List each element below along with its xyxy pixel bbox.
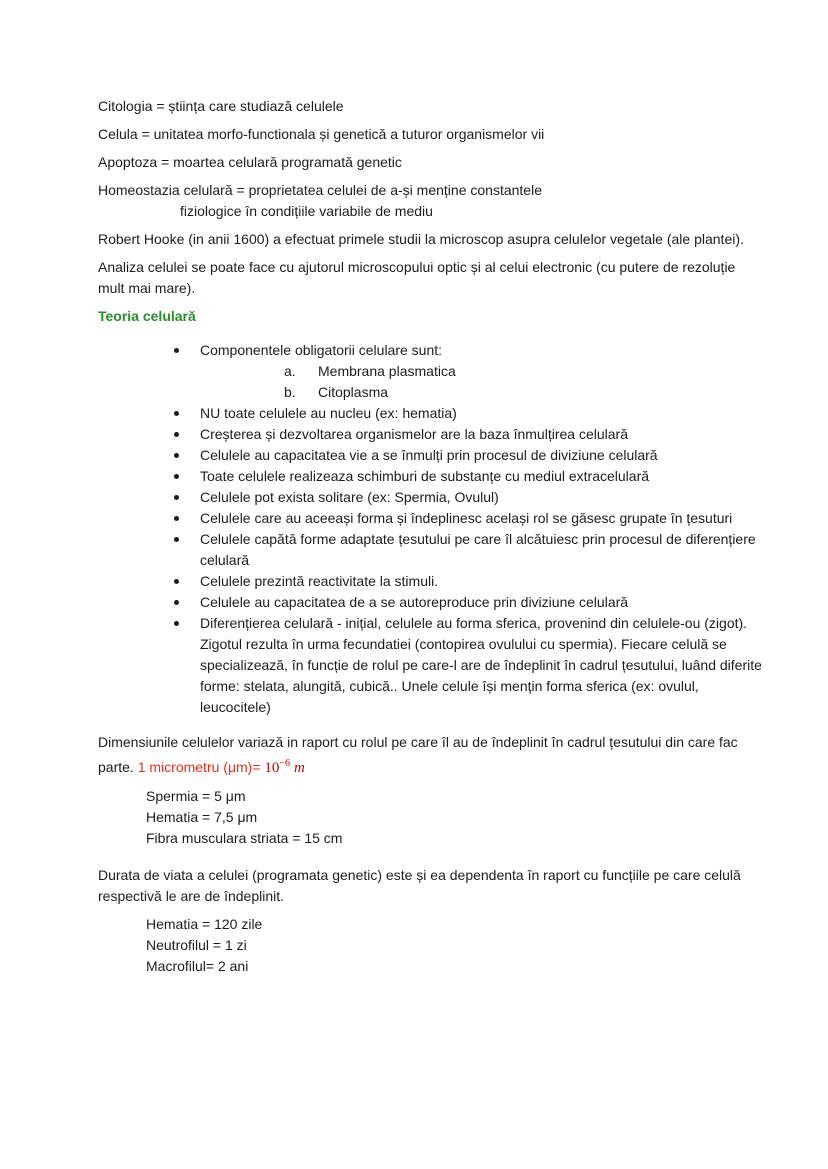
list-item: Diferențierea celulară - inițial, celulele au forma sferica, provenind din celulele-ou (zigot). Zigotul rezulta în urma fecundatiei (contopirea ovulului cu spermia). Fiecare celulă se specializează, în funcție de rolul pe care-l are de îndeplinit în cadrul țesutului, luând diferite forme: stelata, alungită, cubică.. Unele celule își mențin forma sferica (ex: ovulul, leucocitele) xyxy=(200,613,764,718)
sub-item-label: b. xyxy=(284,384,296,400)
list-item xyxy=(200,340,764,403)
definition-citologia: Citologia = știința care studiază celulele xyxy=(98,98,344,114)
formula-unit: m xyxy=(294,760,305,776)
homeostazia-line1: Homeostazia celulară = proprietatea celulei de a-și menține constantele xyxy=(98,182,542,198)
list-item: Celulele au capacitatea vie a se înmulți prin procesul de diviziune celulară xyxy=(200,445,764,466)
list-item: Celulele capătă forme adaptate țesutului pe care îl alcătuiesc prin procesul de diferențiere celulară xyxy=(200,529,764,571)
sub-list-item-a xyxy=(200,361,764,382)
sub-item-label: a. xyxy=(284,363,296,379)
list-item: NU toate celulele au nucleu (ex: hematia) xyxy=(200,403,764,424)
list-item: Creșterea și dezvoltarea organismelor are la baza înmulțirea celulară xyxy=(200,424,764,445)
sub-item-text: Citoplasma xyxy=(318,384,389,400)
homeostazia-line2: fiziologice în condițiile variabile de mediu xyxy=(180,203,433,219)
cell-theory-list xyxy=(98,340,764,718)
definition-homeostazia xyxy=(98,180,764,222)
lifespan-item-macrofilul: Macrofilul= 2 ani xyxy=(146,958,249,974)
lifespan-intro: Durata de viata a celulei (programata genetic) este și ea dependenta în raport cu funcțiile pe care celulă respectivă le are de îndeplinit. xyxy=(98,867,741,904)
formula-base: 10 xyxy=(264,760,280,776)
micrometer-note: 1 micrometru (μm)= xyxy=(137,759,261,775)
list-item: Celulele pot exista solitare (ex: Spermia, Ovulul) xyxy=(200,487,764,508)
list-item: Celulele prezintă reactivitate la stimuli. xyxy=(200,571,764,592)
dimensions-intro xyxy=(98,732,764,779)
dimension-item-spermia: Spermia = 5 μm xyxy=(146,788,246,804)
section-heading-teoria-celulara: Teoria celulară xyxy=(98,308,196,324)
lifespan-item-neutrofilul: Neutrofilul = 1 zi xyxy=(146,937,247,953)
cell-dimensions-section xyxy=(98,732,764,849)
list-item: Toate celulele realizeaza schimburi de substanțe cu mediul extracelulară xyxy=(200,466,764,487)
definition-celula: Celula = unitatea morfo-functionala și genetică a tuturor organismelor vii xyxy=(98,126,545,142)
dimension-item-fibra: Fibra musculara striata = 15 cm xyxy=(146,830,343,846)
list-item-text: Componentele obligatorii celulare sunt: xyxy=(200,342,443,358)
list-item: Celulele au capacitatea de a se autoreproduce prin diviziune celulară xyxy=(200,592,764,613)
lifespan-item-hematia: Hematia = 120 zile xyxy=(146,916,263,932)
dimension-item-hematia: Hematia = 7,5 μm xyxy=(146,809,258,825)
definition-apoptoza: Apoptoza = moartea celulară programată genetic xyxy=(98,154,402,170)
sub-list-item-b xyxy=(200,382,764,403)
cell-lifespan-section xyxy=(98,865,764,977)
micrometer-formula xyxy=(264,760,304,776)
formula-exponent: −6 xyxy=(279,758,291,769)
list-item: Celulele care au aceeași forma și îndeplinesc același rol se găsesc grupate în țesuturi xyxy=(200,508,764,529)
paragraph-analiza-celulei: Analiza celulei se poate face cu ajutorul microscopului optic și al celui electronic (cu putere de rezoluție mult mai mare). xyxy=(98,259,736,296)
sub-item-text: Membrana plasmatica xyxy=(318,363,456,379)
paragraph-robert-hooke: Robert Hooke (in anii 1600) a efectuat primele studii la microscop asupra celulelor vegetale (ale plantei). xyxy=(98,231,744,247)
dimensions-intro-text: Dimensiunile celulelor variază in raport cu rolul pe care îl au de îndeplinit în cadrul țesutului din care fac parte. xyxy=(98,734,738,775)
